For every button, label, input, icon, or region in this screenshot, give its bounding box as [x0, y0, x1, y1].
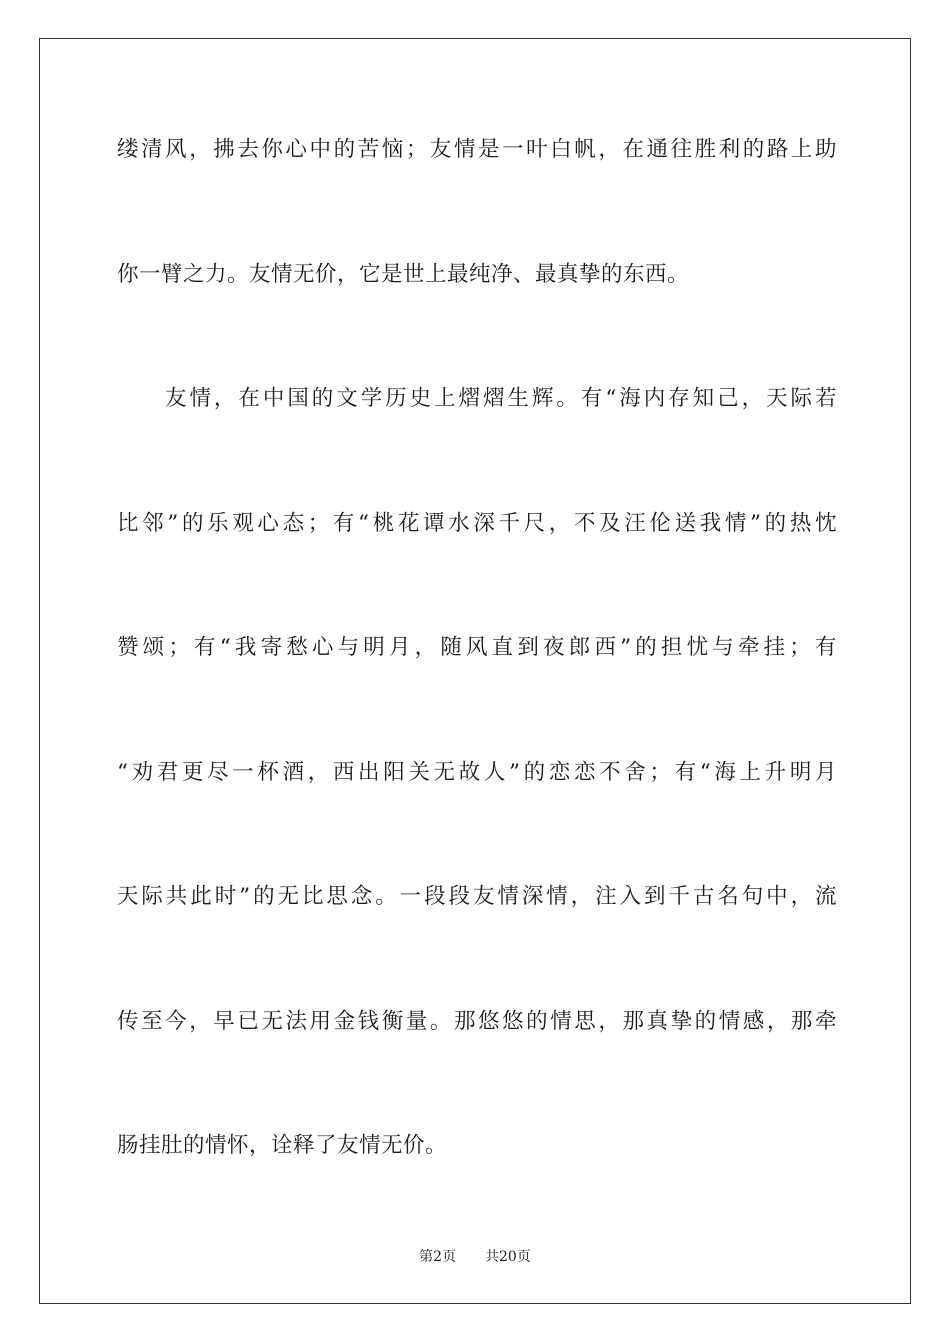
text-line-6: “劝君更尽一杯酒，西出阳关无故人”的恋恋不舍；有“海上升明月	[117, 760, 837, 785]
text-line-4: 比邻”的乐观心态；有“桃花谭水深千尺，不及汪伦送我情”的热忱	[117, 511, 837, 536]
text-line-7: 天际共此时”的无比思念。一段段友情深情，注入到千古名句中，流	[117, 884, 837, 909]
page-footer	[0, 1247, 950, 1267]
text-line-8: 传至今，早已无法用金钱衡量。那悠悠的情思，那真挚的情感，那牵	[117, 1009, 837, 1034]
text-line-3: 友情，在中国的文学历史上熠熠生辉。有“海内存知己，天际若	[165, 386, 837, 411]
page-total: 共20页	[485, 1249, 531, 1265]
text-line-2: 你一臂之力。友情无价，它是世上最纯净、最真挚的东西。	[117, 262, 690, 287]
text-line-5: 赞颂；有“我寄愁心与明月，随风直到夜郎西”的担忧与牵挂；有	[117, 635, 837, 660]
page-number: 第2页	[419, 1249, 457, 1265]
text-line-9: 肠挂肚的情怀，诠释了友情无价。	[117, 1133, 448, 1158]
page-border	[39, 38, 911, 1304]
text-line-1: 缕清风，拂去你心中的苦恼；友情是一叶白帆，在通往胜利的路上助	[117, 137, 837, 162]
